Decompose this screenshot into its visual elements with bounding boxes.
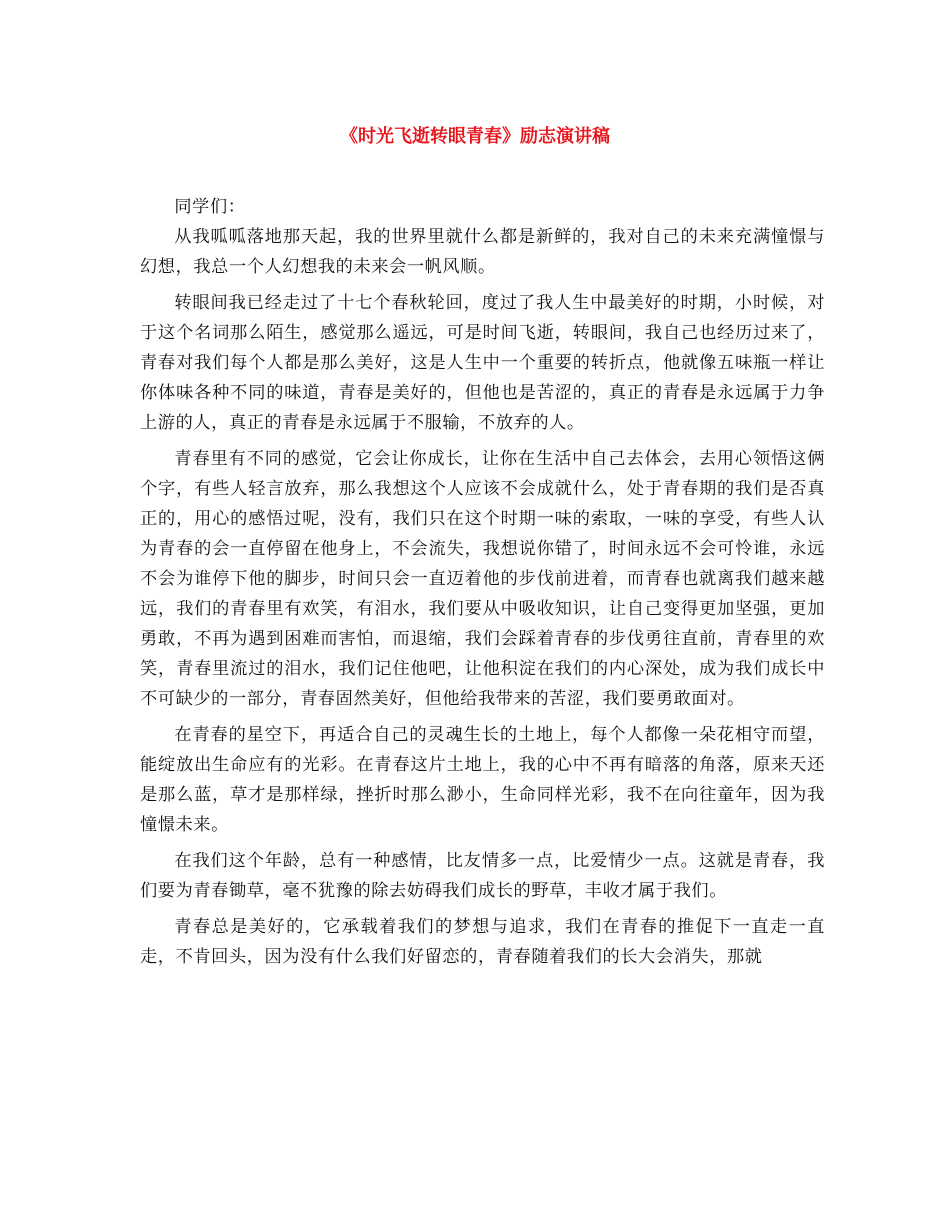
paragraph: 在青春的星空下，再适合自己的灵魂生长的土地上，每个人都像一朵花相守而望，能绽放出生命应有的光彩。在青春这片土地上，我的心中不再有暗落的角落，原来天还是那么蓝，草才是那样绿，挫折时那么渺小，生命同样光彩，我不在向往童年，因为我憧憬未来。	[140, 725, 825, 835]
paragraph: 在我们这个年龄，总有一种感情，比友情多一点，比爱情少一点。这就是青春，我们要为青春锄草，毫不犹豫的除去妨碍我们成长的野草，丰收才属于我们。	[140, 851, 825, 901]
paragraph: 青春里有不同的感觉，它会让你成长，让你在生活中自己去体会，去用心领悟这俩个字，有些人轻言放弃，那么我想这个人应该不会成就什么，处于青春期的我们是否真正的，用心的感悟过呢，没有，我们只在这个时期一味的索取，一味的享受，有些人认为青春的会一直停留在他身上，不会流失，我想说你错了，时间永远不会可怜谁，永远不会为谁停下他的脚步，时间只会一直迈着他的步伐前进着，而青春也就离我们越来越远，我们的青春里有欢笑，有泪水，我们要从中吸收知识，让自己变得更加坚强，更加勇敢，不再为遇到困难而害怕，而退缩，我们会踩着青春的步伐勇往直前，青春里的欢笑，青春里流过的泪水，我们记住他吧，让他积淀在我们的内心深处，成为我们成长中不可缺少的一部分，青春固然美好，但他给我带来的苦涩，我们要勇敢面对。	[140, 449, 825, 709]
document-body	[140, 192, 825, 978]
greeting-line: 同学们：	[174, 197, 246, 217]
document-title: 《时光飞逝转眼青春》励志演讲稿	[340, 126, 610, 147]
paragraph: 从我呱呱落地那天起，我的世界里就什么都是新鲜的，我对自己的未来充满憧憬与幻想，我总一个人幻想我的未来会一帆风顺。	[140, 227, 825, 277]
paragraph: 青春总是美好的，它承载着我们的梦想与追求，我们在青春的推促下一直走一直走，不肯回头，因为没有什么我们好留恋的，青春随着我们的长大会消失，那就	[140, 917, 825, 967]
paragraph: 转眼间我已经走过了十七个春秋轮回，度过了我人生中最美好的时期，小时候，对于这个名词那么陌生，感觉那么遥远，可是时间飞逝，转眼间，我自己也经历过来了，青春对我们每个人都是那么美好，这是人生中一个重要的转折点，他就像五味瓶一样让你体味各种不同的味道，青春是美好的，但他也是苦涩的，真正的青春是永远属于力争上游的人，真正的青春是永远属于不服输，不放弃的人。	[140, 293, 825, 433]
